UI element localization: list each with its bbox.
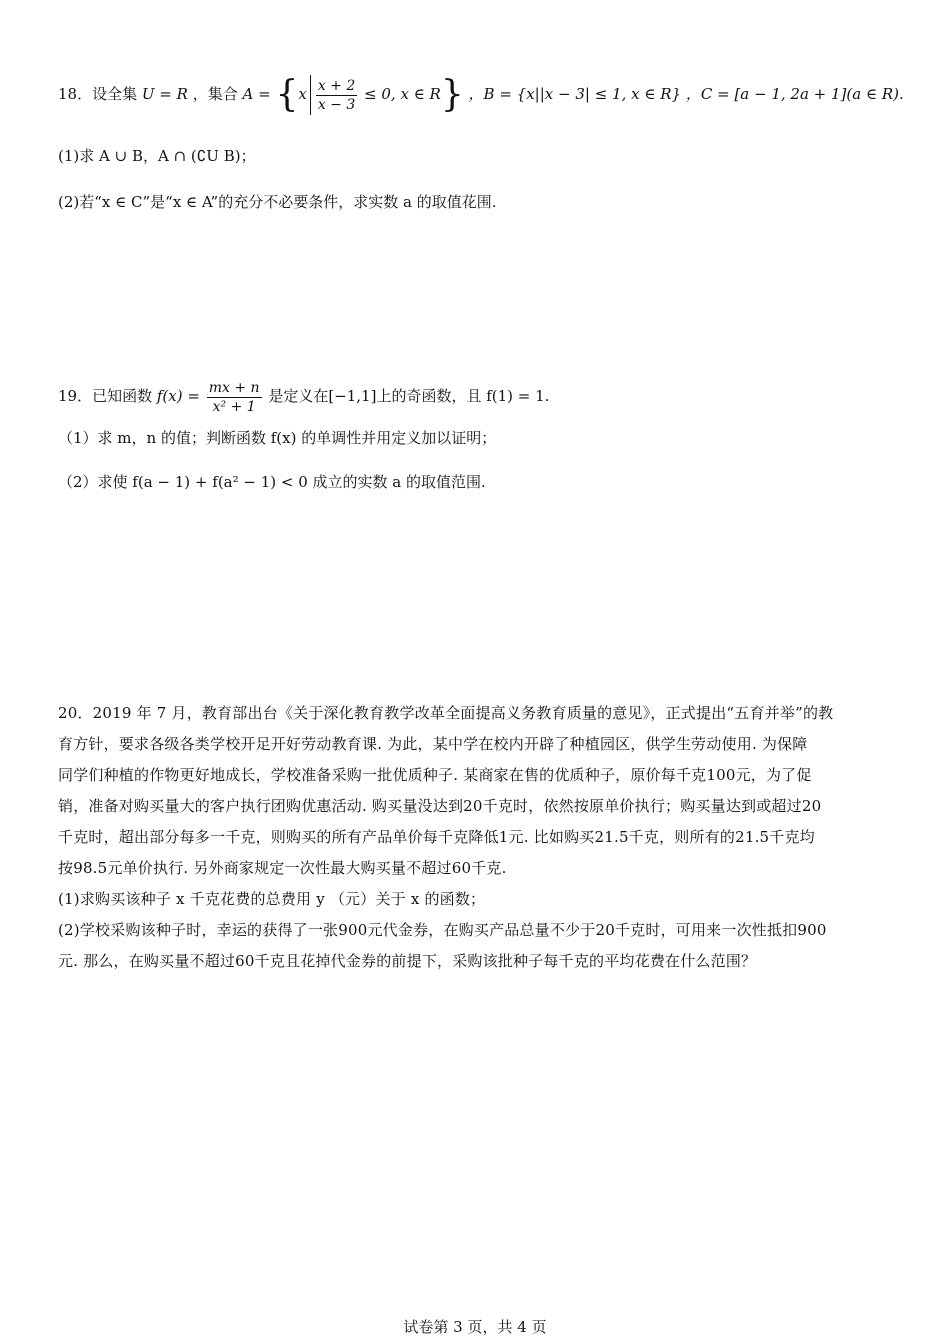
- q18-fraction-num: x + 2: [317, 77, 356, 94]
- q18-set-a-lhs: A =: [242, 85, 271, 103]
- q18-fraction-den: x − 3: [317, 96, 356, 113]
- q18-fraction: [316, 77, 357, 114]
- q19-tail: 是定义在[−1,1]上的奇函数，且 f(1) = 1.: [268, 387, 550, 405]
- q18-statement: [58, 72, 904, 116]
- q19-part1: （1）求 m，n 的值；判断函数 f(x) 的单调性并用定义加以证明；: [58, 429, 497, 447]
- q20-line: 按98.5元单价执行. 另外商家规定一次性最大购买量不超过60千克.: [58, 859, 507, 877]
- q19-statement: [58, 376, 549, 416]
- left-brace: {: [275, 74, 299, 115]
- q20-statement: [58, 698, 894, 977]
- q20-part1: (1)求购买该种子 x 千克花费的总费用 y （元）关于 x 的函数；: [58, 890, 486, 908]
- page-footer: 试卷第 3 页，共 4 页: [403, 1318, 547, 1336]
- q19-fraction: [207, 379, 262, 416]
- q18-set-c: ，C = [a − 1, 2a + 1](a ∈ R).: [685, 85, 904, 103]
- q18-set-a-cond: ≤ 0, x ∈ R: [364, 85, 441, 103]
- q20-part2: 元. 那么，在购买量不超过60千克且花掉代金券的前提下，采购该批种子每千克的平均花费在什么范围？: [58, 952, 757, 970]
- q18-part1: (1)求 A ∪ B，A ∩ (∁U B)；: [58, 147, 256, 165]
- q20-line: 销，准备对购买量大的客户执行团购优惠活动. 购买量没达到20千克时，依然按原单价执行；购买量达到或超过20: [58, 797, 822, 815]
- q20-line: 育方针，要求各级各类学校开足开好劳动教育课. 为此，某中学在校内开辟了种植园区，供学生劳动使用. 为保障: [58, 735, 808, 753]
- set-bar: [310, 75, 311, 115]
- q18-set-b: ，B = {x||x − 3| ≤ 1, x ∈ R}: [468, 85, 682, 103]
- q18-set-a-var: x: [298, 85, 307, 103]
- q18-head: 18．设全集: [58, 85, 138, 103]
- q18-universal-set: U = R: [141, 85, 188, 103]
- q20-line: 20．2019 年 7 月，教育部出台《关于深化教育教学改革全面提高义务教育质量的意见》，正式提出“五育并举”的教: [58, 704, 834, 722]
- q18-part2: (2)若“x ∈ C”是“x ∈ A”的充分不必要条件，求实数 a 的取值花围.: [58, 193, 497, 211]
- q19-fraction-den: x² + 1: [212, 398, 256, 415]
- q19-part2: （2）求使 f(a − 1) + f(a² − 1) < 0 成立的实数 a 的取值范围.: [58, 473, 486, 491]
- q20-line: 千克时，超出部分每多一千克，则购买的所有产品单价每千克降低1元. 比如购买21.5千克，则所有的21.5千克均: [58, 828, 815, 846]
- q20-part2: (2)学校采购该种子时，幸运的获得了一张900元代金券，在购买产品总量不少于20千克时，可用来一次性抵扣900: [58, 921, 827, 939]
- right-brace: }: [440, 74, 464, 115]
- q20-line: 同学们种植的作物更好地成长，学校准备采购一批优质种子. 某商家在售的优质种子，原价每千克100元，为了促: [58, 766, 812, 784]
- q19-head: 19．已知函数: [58, 387, 153, 405]
- q19-fx: f(x) =: [156, 387, 200, 405]
- q19-fraction-num: mx + n: [208, 379, 260, 396]
- q18-set-a-intro: ，集合: [192, 85, 238, 103]
